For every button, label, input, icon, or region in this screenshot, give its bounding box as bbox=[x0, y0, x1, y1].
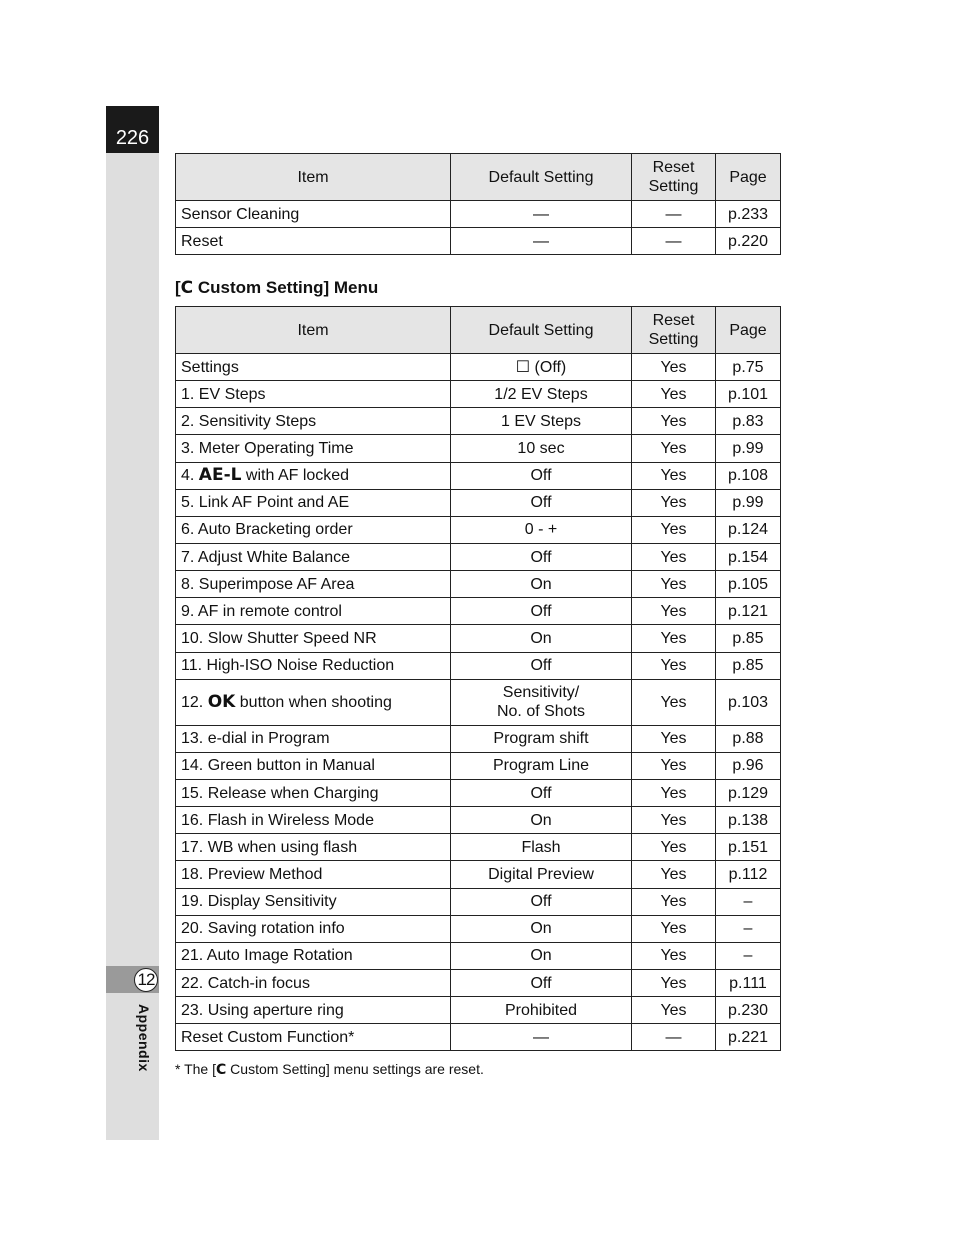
cell-default: Program shift bbox=[451, 725, 632, 752]
cell-page: p.151 bbox=[716, 834, 781, 861]
cell-default: — bbox=[451, 1024, 632, 1051]
cell-reset: Yes bbox=[632, 942, 716, 969]
cell-page: p.108 bbox=[716, 462, 781, 489]
cell-page: – bbox=[716, 915, 781, 942]
header-item: Item bbox=[176, 154, 451, 201]
table-row bbox=[176, 201, 781, 228]
cell-default: Off bbox=[451, 489, 632, 516]
table-row bbox=[176, 571, 781, 598]
cell-item: 6. Auto Bracketing order bbox=[176, 516, 451, 543]
cell-default: On bbox=[451, 625, 632, 652]
settings-table-top bbox=[175, 153, 781, 255]
cell-reset: Yes bbox=[632, 969, 716, 996]
cell-item: Reset Custom Function* bbox=[176, 1024, 451, 1051]
header-reset-setting: Reset Setting bbox=[632, 307, 716, 354]
table-row bbox=[176, 725, 781, 752]
cell-item: 18. Preview Method bbox=[176, 861, 451, 888]
table-row bbox=[176, 997, 781, 1024]
cell-default: — bbox=[451, 201, 632, 228]
cell-page: p.112 bbox=[716, 861, 781, 888]
cell-item: 11. High-ISO Noise Reduction bbox=[176, 652, 451, 679]
cell-default: On bbox=[451, 915, 632, 942]
cell-default: Off bbox=[451, 969, 632, 996]
cell-page: p.233 bbox=[716, 201, 781, 228]
table-row bbox=[176, 408, 781, 435]
cell-default: On bbox=[451, 571, 632, 598]
ae-lock-icon: AE-L bbox=[198, 465, 242, 486]
cell-reset: Yes bbox=[632, 571, 716, 598]
cell-default: 1/2 EV Steps bbox=[451, 381, 632, 408]
cell-default: Off bbox=[451, 462, 632, 489]
cell-page: p.96 bbox=[716, 752, 781, 779]
cell-reset: Yes bbox=[632, 408, 716, 435]
table-row bbox=[176, 834, 781, 861]
cell-page: – bbox=[716, 942, 781, 969]
cell-page: p.83 bbox=[716, 408, 781, 435]
cell-item: 12. OK button when shooting bbox=[176, 679, 451, 725]
cell-reset: Yes bbox=[632, 834, 716, 861]
cell-reset: Yes bbox=[632, 807, 716, 834]
table-row bbox=[176, 625, 781, 652]
cell-item: 17. WB when using flash bbox=[176, 834, 451, 861]
cell-default: Program Line bbox=[451, 752, 632, 779]
table-row bbox=[176, 228, 781, 255]
cell-item: 16. Flash in Wireless Mode bbox=[176, 807, 451, 834]
cell-item: Sensor Cleaning bbox=[176, 201, 451, 228]
table-row bbox=[176, 543, 781, 570]
cell-page: p.124 bbox=[716, 516, 781, 543]
page-number: 226 bbox=[106, 106, 159, 153]
cell-item: 2. Sensitivity Steps bbox=[176, 408, 451, 435]
cell-reset: Yes bbox=[632, 516, 716, 543]
cell-page: p.85 bbox=[716, 625, 781, 652]
cell-item: 8. Superimpose AF Area bbox=[176, 571, 451, 598]
cell-page: p.103 bbox=[716, 679, 781, 725]
chapter-number: 12 bbox=[134, 968, 158, 992]
cell-item: 21. Auto Image Rotation bbox=[176, 942, 451, 969]
cell-page: p.88 bbox=[716, 725, 781, 752]
cell-default: Prohibited bbox=[451, 997, 632, 1024]
cell-default: ☐ (Off) bbox=[451, 354, 632, 381]
custom-settings-table bbox=[175, 306, 781, 1051]
table-row bbox=[176, 435, 781, 462]
table-row bbox=[176, 942, 781, 969]
header-page: Page bbox=[716, 154, 781, 201]
chapter-label: Appendix bbox=[136, 1004, 152, 1072]
cell-reset: — bbox=[632, 1024, 716, 1051]
cell-default: Flash bbox=[451, 834, 632, 861]
cell-item: 7. Adjust White Balance bbox=[176, 543, 451, 570]
cell-page: p.221 bbox=[716, 1024, 781, 1051]
cell-page: p.99 bbox=[716, 435, 781, 462]
cell-reset: Yes bbox=[632, 354, 716, 381]
cell-page: p.121 bbox=[716, 598, 781, 625]
table-row bbox=[176, 598, 781, 625]
cell-default: Off bbox=[451, 543, 632, 570]
cell-page: p.111 bbox=[716, 969, 781, 996]
cell-item: 13. e-dial in Program bbox=[176, 725, 451, 752]
cell-page: p.220 bbox=[716, 228, 781, 255]
cell-page: p.154 bbox=[716, 543, 781, 570]
footnote: * The [C Custom Setting] menu settings are reset. bbox=[175, 1061, 484, 1078]
cell-reset: Yes bbox=[632, 598, 716, 625]
table-row bbox=[176, 489, 781, 516]
header-default-setting: Default Setting bbox=[451, 154, 632, 201]
cell-page: p.101 bbox=[716, 381, 781, 408]
cell-item: 4. AE-L with AF locked bbox=[176, 462, 451, 489]
table-row bbox=[176, 354, 781, 381]
table-header-row bbox=[176, 307, 781, 354]
cell-reset: Yes bbox=[632, 888, 716, 915]
cell-item: 10. Slow Shutter Speed NR bbox=[176, 625, 451, 652]
cell-item: Reset bbox=[176, 228, 451, 255]
custom-c-icon: C bbox=[216, 1062, 227, 1078]
custom-c-icon: C bbox=[180, 278, 194, 298]
table-row bbox=[176, 779, 781, 806]
cell-reset: Yes bbox=[632, 435, 716, 462]
table-row bbox=[176, 861, 781, 888]
cell-page: – bbox=[716, 888, 781, 915]
header-default-setting: Default Setting bbox=[451, 307, 632, 354]
cell-page: p.129 bbox=[716, 779, 781, 806]
cell-default: On bbox=[451, 942, 632, 969]
cell-item: 5. Link AF Point and AE bbox=[176, 489, 451, 516]
cell-reset: Yes bbox=[632, 725, 716, 752]
cell-reset: Yes bbox=[632, 462, 716, 489]
cell-default: 1 EV Steps bbox=[451, 408, 632, 435]
cell-item: 3. Meter Operating Time bbox=[176, 435, 451, 462]
cell-reset: — bbox=[632, 228, 716, 255]
table-row bbox=[176, 915, 781, 942]
table-row bbox=[176, 1024, 781, 1051]
cell-reset: Yes bbox=[632, 381, 716, 408]
cell-reset: Yes bbox=[632, 779, 716, 806]
cell-default: Off bbox=[451, 888, 632, 915]
cell-reset: Yes bbox=[632, 652, 716, 679]
cell-reset: Yes bbox=[632, 489, 716, 516]
cell-page: p.99 bbox=[716, 489, 781, 516]
cell-reset: Yes bbox=[632, 997, 716, 1024]
table-row bbox=[176, 679, 781, 725]
cell-reset: Yes bbox=[632, 679, 716, 725]
cell-reset: Yes bbox=[632, 861, 716, 888]
cell-item: 15. Release when Charging bbox=[176, 779, 451, 806]
cell-reset: Yes bbox=[632, 915, 716, 942]
cell-reset: Yes bbox=[632, 543, 716, 570]
cell-default: — bbox=[451, 228, 632, 255]
cell-item: 19. Display Sensitivity bbox=[176, 888, 451, 915]
cell-reset: — bbox=[632, 201, 716, 228]
table-header-row bbox=[176, 154, 781, 201]
table-row bbox=[176, 752, 781, 779]
table-row bbox=[176, 807, 781, 834]
cell-default: 10 sec bbox=[451, 435, 632, 462]
ok-button-icon: OK bbox=[207, 691, 236, 712]
cell-item: 20. Saving rotation info bbox=[176, 915, 451, 942]
table-row bbox=[176, 969, 781, 996]
cell-item: 1. EV Steps bbox=[176, 381, 451, 408]
cell-page: p.85 bbox=[716, 652, 781, 679]
section-title: [C Custom Setting] Menu bbox=[175, 278, 379, 298]
cell-default: Off bbox=[451, 652, 632, 679]
table-row bbox=[176, 462, 781, 489]
header-page: Page bbox=[716, 307, 781, 354]
cell-default: Digital Preview bbox=[451, 861, 632, 888]
table-row bbox=[176, 516, 781, 543]
cell-page: p.105 bbox=[716, 571, 781, 598]
cell-page: p.230 bbox=[716, 997, 781, 1024]
cell-item: 22. Catch-in focus bbox=[176, 969, 451, 996]
cell-default: Off bbox=[451, 779, 632, 806]
cell-item: 14. Green button in Manual bbox=[176, 752, 451, 779]
cell-default: Off bbox=[451, 598, 632, 625]
cell-item: Settings bbox=[176, 354, 451, 381]
cell-reset: Yes bbox=[632, 625, 716, 652]
table-row bbox=[176, 381, 781, 408]
cell-reset: Yes bbox=[632, 752, 716, 779]
header-reset-setting: Reset Setting bbox=[632, 154, 716, 201]
cell-default: 0 - + bbox=[451, 516, 632, 543]
cell-item: 9. AF in remote control bbox=[176, 598, 451, 625]
cell-item: 23. Using aperture ring bbox=[176, 997, 451, 1024]
header-item: Item bbox=[176, 307, 451, 354]
cell-page: p.75 bbox=[716, 354, 781, 381]
cell-page: p.138 bbox=[716, 807, 781, 834]
table-row bbox=[176, 652, 781, 679]
cell-default: Sensitivity/ No. of Shots bbox=[451, 679, 632, 725]
cell-default: On bbox=[451, 807, 632, 834]
table-row bbox=[176, 888, 781, 915]
